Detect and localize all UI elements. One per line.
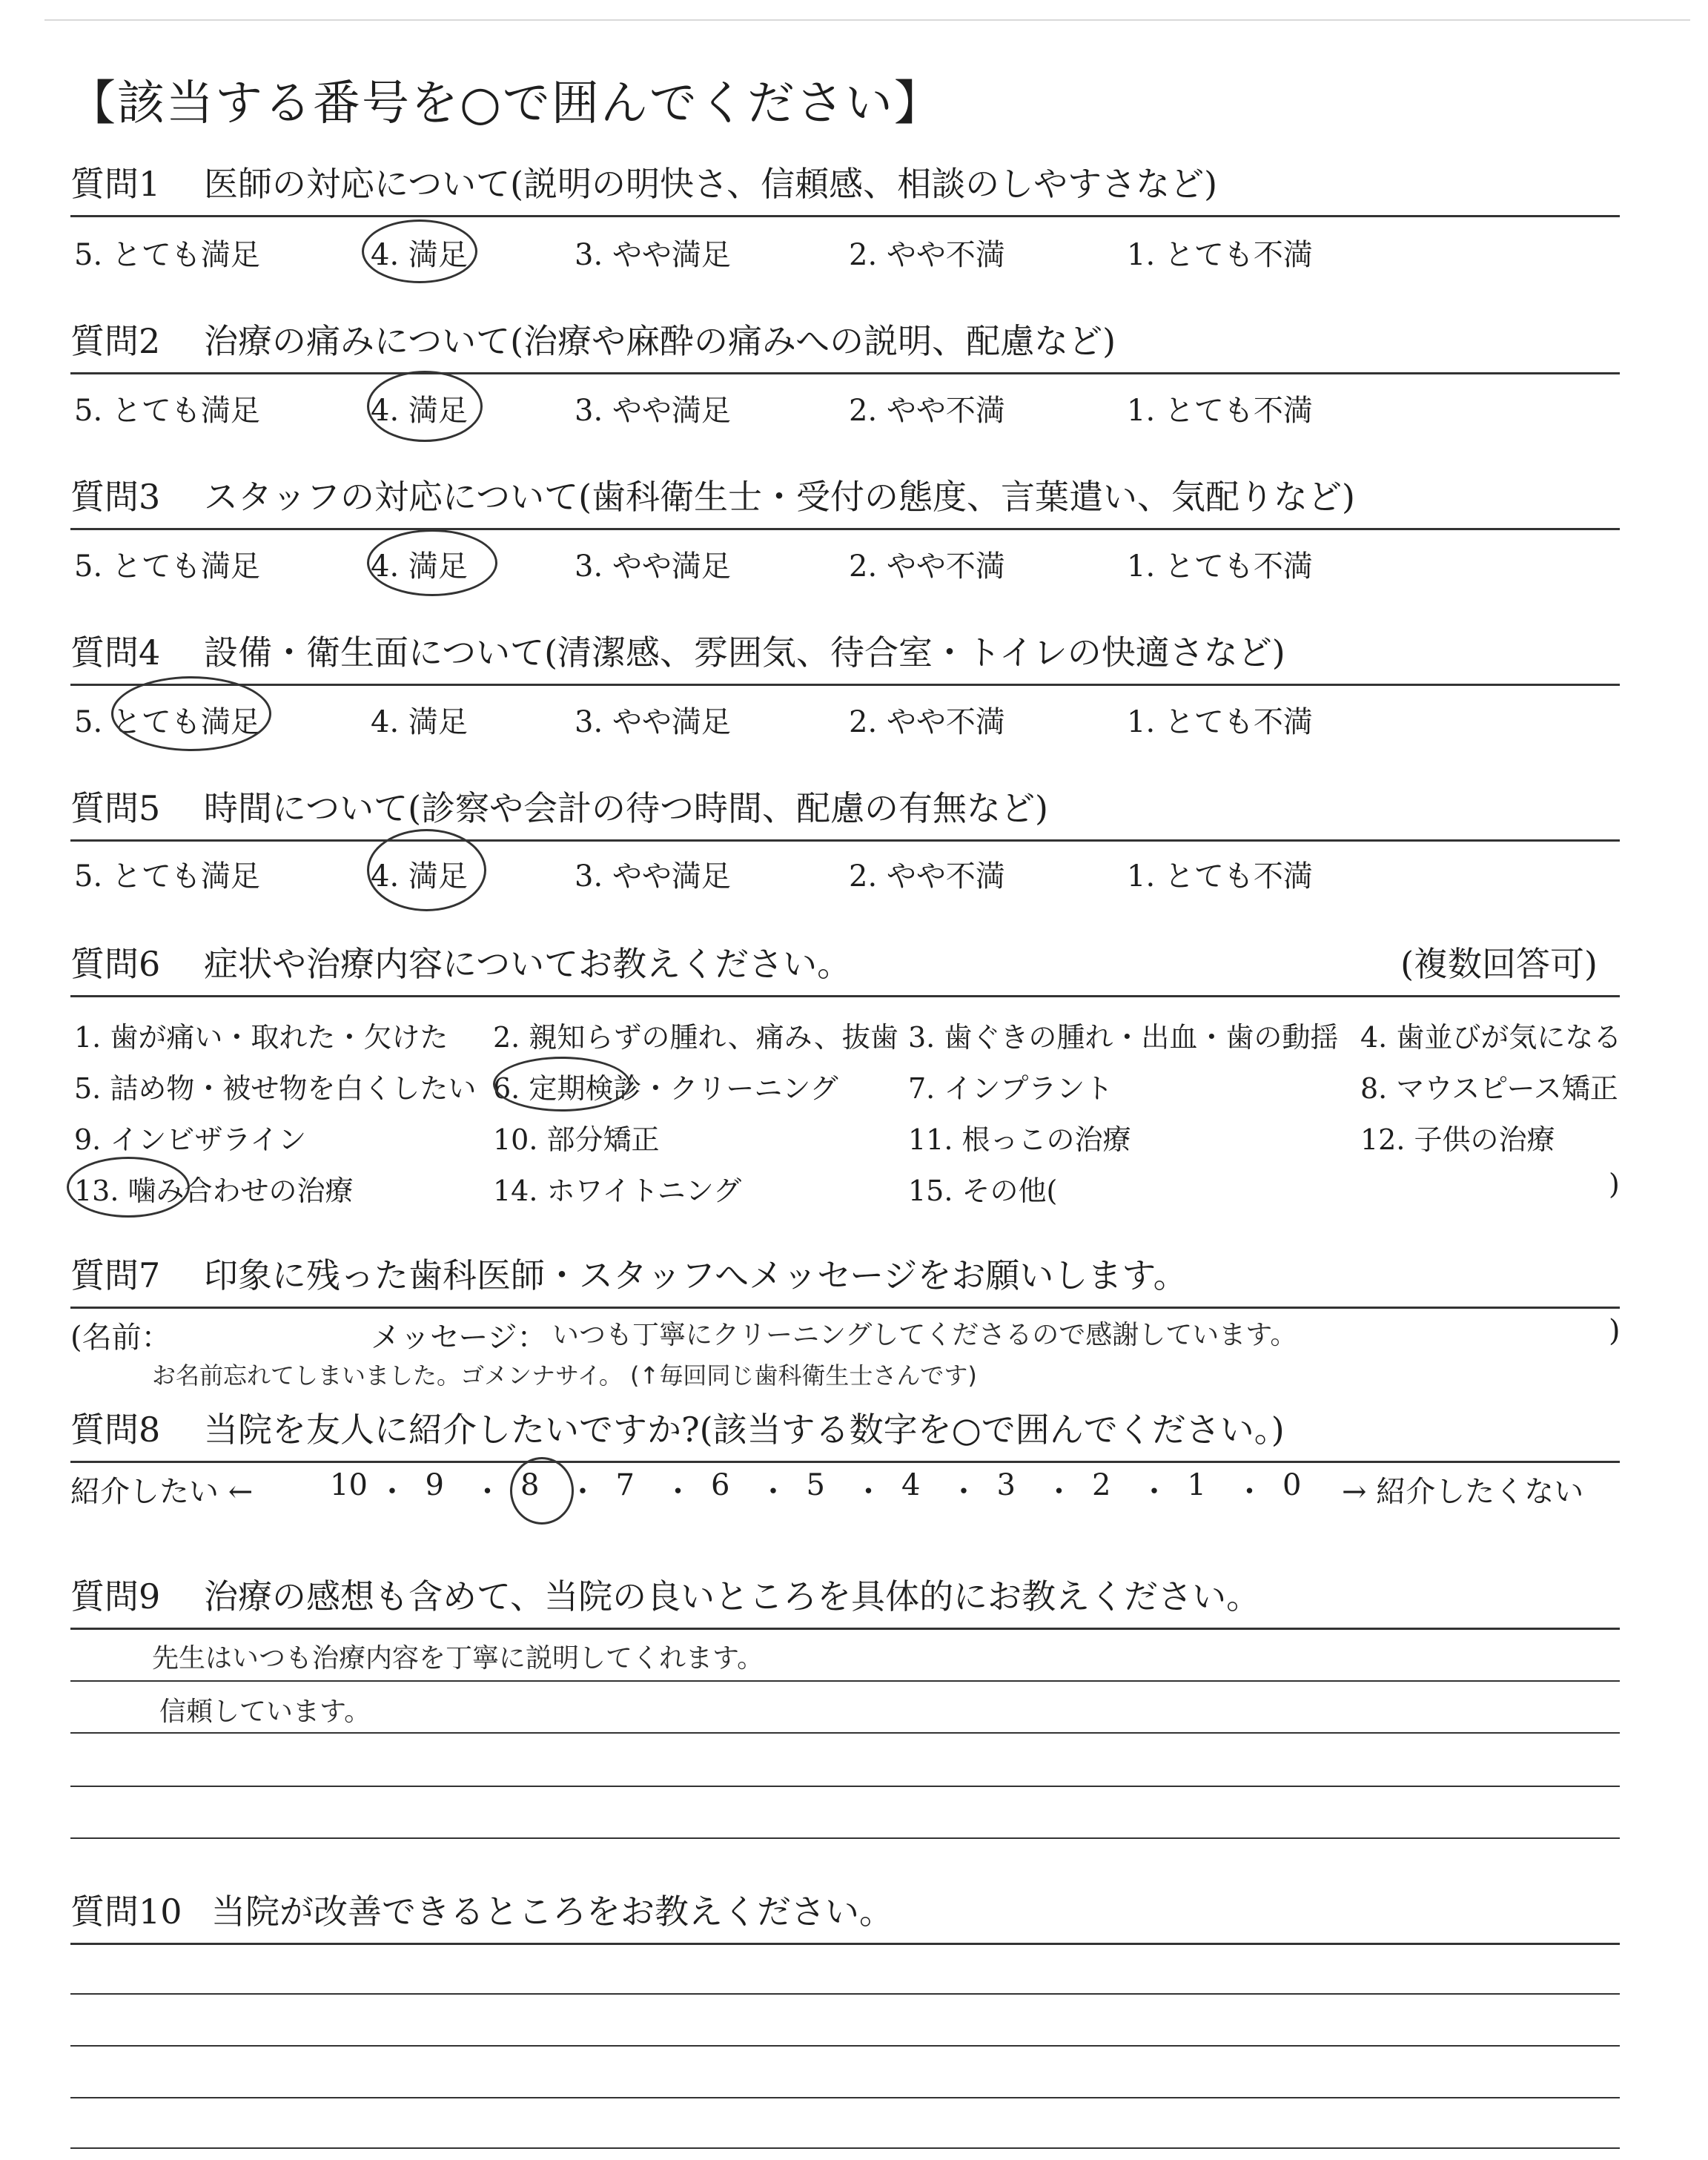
- answer-rule: [70, 2147, 1620, 2149]
- question-text: 設備・衛生面について(清潔感、雰囲気、待合室・トイレの快適さなど): [204, 633, 1285, 673]
- question-text: スタッフの対応について(歯科衛生士・受付の態度、言葉遣い、気配りなど): [204, 477, 1355, 517]
- question-1-header: [70, 163, 1620, 217]
- scale-value-4[interactable]: 4: [901, 1468, 921, 1502]
- question-number: 質問1: [70, 164, 161, 204]
- question-2-header: [70, 320, 1620, 374]
- recommend-left-label: 紹介したい ←: [70, 1475, 254, 1509]
- option-5[interactable]: 5. とても満足: [74, 859, 260, 894]
- scale-separator: ・: [949, 1475, 979, 1509]
- option-1[interactable]: 1. とても不満: [1127, 238, 1313, 272]
- handwritten-note: お名前忘れてしまいました。ゴメンナサイ。 (↑毎回同じ歯科衛生士さんです): [152, 1361, 977, 1390]
- handwritten-message: いつも丁寧にクリーニングしてくださるので感謝しています。: [552, 1320, 1297, 1350]
- symptom-option-2[interactable]: 2. 親知らずの腫れ、痛み、抜歯: [493, 1021, 898, 1054]
- scale-separator: ・: [568, 1475, 598, 1509]
- question-number: 質問2: [70, 321, 161, 361]
- scale-value-8[interactable]: 8: [520, 1468, 540, 1502]
- question-text: 当院を友人に紹介したいですか?(該当する数字を○で囲んでください。): [204, 1410, 1285, 1450]
- selection-circle: [367, 371, 483, 442]
- symptom-option-1[interactable]: 1. 歯が痛い・取れた・欠けた: [74, 1021, 448, 1054]
- question-4-options: [0, 698, 1708, 743]
- symptom-option-3[interactable]: 3. 歯ぐきの腫れ・出血・歯の動揺: [908, 1021, 1339, 1054]
- question-number: 質問7: [70, 1255, 161, 1295]
- question-8-header: [70, 1409, 1620, 1463]
- symptom-option-7[interactable]: 7. インプラント: [908, 1072, 1113, 1105]
- name-label: (名前：: [70, 1321, 171, 1355]
- scale-separator: ・: [663, 1475, 693, 1509]
- question-10-header: [70, 1891, 1620, 1945]
- question-9-header: [70, 1576, 1620, 1630]
- option-2[interactable]: 2. やや不満: [849, 859, 1005, 894]
- question-6-header: [70, 943, 1620, 997]
- option-2[interactable]: 2. やや不満: [849, 394, 1005, 428]
- symptom-option-9[interactable]: 9. インビザライン: [74, 1123, 307, 1156]
- question-number: 質問8: [70, 1410, 161, 1450]
- question-text: 当院が改善できるところをお教えください。: [211, 1892, 893, 1932]
- question-3-options: [0, 543, 1708, 587]
- question-text: 症状や治療内容についてお教えください。: [204, 944, 852, 984]
- scan-edge-line: [44, 19, 1690, 21]
- option-3[interactable]: 3. やや満足: [575, 859, 731, 894]
- question-number: 質問4: [70, 633, 161, 673]
- message-close-paren: ): [1609, 1314, 1621, 1348]
- question-4-header: [70, 632, 1620, 686]
- option-1[interactable]: 1. とても不満: [1127, 859, 1313, 894]
- scale-separator: ・: [1044, 1475, 1074, 1509]
- symptom-option-10[interactable]: 10. 部分矯正: [493, 1123, 660, 1156]
- question-text: 印象に残った歯科医師・スタッフへメッセージをお願いします。: [204, 1255, 1188, 1295]
- option-4[interactable]: 4. 満足: [371, 705, 468, 739]
- question-1-options: [0, 231, 1708, 276]
- scale-separator: ・: [758, 1475, 788, 1509]
- scale-separator: ・: [1139, 1475, 1169, 1509]
- question-number: 質問6: [70, 944, 161, 984]
- answer-rule: [70, 1786, 1620, 1787]
- question-7-header: [70, 1255, 1620, 1309]
- option-3[interactable]: 3. やや満足: [575, 705, 731, 739]
- multiple-answer-note: (複数回答可): [1400, 944, 1598, 984]
- selection-circle: [111, 676, 271, 751]
- option-1[interactable]: 1. とても不満: [1127, 394, 1313, 428]
- question-5-options: [0, 853, 1708, 897]
- other-close-paren: ): [1609, 1168, 1620, 1200]
- option-4[interactable]: 4. 満足: [371, 238, 468, 272]
- question-number: 質問10: [70, 1892, 182, 1932]
- scale-value-0[interactable]: 0: [1282, 1468, 1302, 1502]
- scale-value-2[interactable]: 2: [1092, 1468, 1111, 1502]
- selection-circle: [367, 529, 497, 596]
- scale-separator: ・: [853, 1475, 884, 1509]
- option-2[interactable]: 2. やや不満: [849, 705, 1005, 739]
- option-3[interactable]: 3. やや満足: [575, 238, 731, 272]
- symptom-option-5[interactable]: 5. 詰め物・被せ物を白くしたい: [74, 1072, 477, 1105]
- scale-value-6[interactable]: 6: [711, 1468, 730, 1502]
- recommend-right-label: → 紹介したくない: [1342, 1475, 1584, 1509]
- option-4[interactable]: 4. 満足: [371, 549, 468, 584]
- question-3-header: [70, 476, 1620, 530]
- symptom-option-14[interactable]: 14. ホワイトニング: [493, 1175, 742, 1207]
- symptom-option-12[interactable]: 12. 子供の治療: [1360, 1123, 1555, 1156]
- question-text: 治療の痛みについて(治療や麻酔の痛みへの説明、配慮など): [204, 321, 1116, 361]
- symptom-option-8[interactable]: 8. マウスピース矯正: [1360, 1072, 1618, 1105]
- question-text: 医師の対応について(説明の明快さ、信頼感、相談のしやすさなど): [204, 164, 1218, 204]
- symptom-option-6[interactable]: 6. 定期検診・クリーニング: [493, 1072, 838, 1105]
- scale-value-7[interactable]: 7: [615, 1468, 635, 1502]
- selection-circle: [362, 219, 477, 283]
- scale-value-10[interactable]: 10: [330, 1468, 368, 1502]
- answer-rule: [70, 2097, 1620, 2098]
- answer-rule: [70, 1680, 1620, 1682]
- option-3[interactable]: 3. やや満足: [575, 549, 731, 584]
- option-5[interactable]: 5. とても満足: [74, 705, 260, 739]
- question-number: 質問9: [70, 1576, 161, 1616]
- selection-circle: [367, 829, 486, 911]
- selection-circle: [67, 1157, 190, 1218]
- selection-circle: [493, 1057, 631, 1112]
- option-1[interactable]: 1. とても不満: [1127, 705, 1313, 739]
- option-4[interactable]: 4. 満足: [371, 394, 468, 428]
- selection-circle: [510, 1457, 574, 1525]
- option-4[interactable]: 4. 満足: [371, 859, 468, 894]
- option-5[interactable]: 5. とても満足: [74, 394, 260, 428]
- scale-value-3[interactable]: 3: [996, 1468, 1016, 1502]
- answer-rule: [70, 1732, 1620, 1734]
- option-5[interactable]: 5. とても満足: [74, 238, 260, 272]
- option-5[interactable]: 5. とても満足: [74, 549, 260, 584]
- option-2[interactable]: 2. やや不満: [849, 549, 1005, 584]
- option-2[interactable]: 2. やや不満: [849, 238, 1005, 272]
- option-3[interactable]: 3. やや満足: [575, 394, 731, 428]
- answer-rule: [70, 1837, 1620, 1839]
- message-label: メッセージ：: [371, 1321, 547, 1355]
- scale-separator: ・: [377, 1475, 407, 1509]
- scale-separator: ・: [1234, 1475, 1265, 1509]
- question-5-header: [70, 787, 1620, 842]
- symptom-option-4[interactable]: 4. 歯並びが気になる: [1360, 1021, 1622, 1054]
- question-text: 時間について(診察や会計の待つ時間、配慮の有無など): [204, 788, 1048, 828]
- scale-value-9[interactable]: 9: [425, 1468, 444, 1502]
- handwritten-answer-line-1: 先生はいつも治療内容を丁寧に説明してくれます。: [152, 1643, 764, 1674]
- scale-value-1[interactable]: 1: [1187, 1468, 1206, 1502]
- symptom-option-11[interactable]: 11. 根っこの治療: [908, 1123, 1131, 1156]
- question-number: 質問3: [70, 477, 161, 517]
- instruction-title: 【該当する番号を○で囲んでください】: [68, 76, 943, 131]
- question-2-options: [0, 387, 1708, 432]
- option-1[interactable]: 1. とても不満: [1127, 549, 1313, 584]
- handwritten-answer-line-2: 信頼しています。: [159, 1697, 371, 1727]
- symptom-option-15[interactable]: 15. その他(: [908, 1175, 1058, 1207]
- answer-rule: [70, 2045, 1620, 2047]
- question-text: 治療の感想も含めて、当院の良いところを具体的にお教えください。: [204, 1576, 1261, 1616]
- scale-value-5[interactable]: 5: [806, 1468, 825, 1502]
- question-number: 質問5: [70, 788, 161, 828]
- answer-rule: [70, 1993, 1620, 1995]
- scale-separator: ・: [472, 1475, 503, 1509]
- symptom-option-13[interactable]: 13. 噛み合わせの治療: [74, 1175, 354, 1207]
